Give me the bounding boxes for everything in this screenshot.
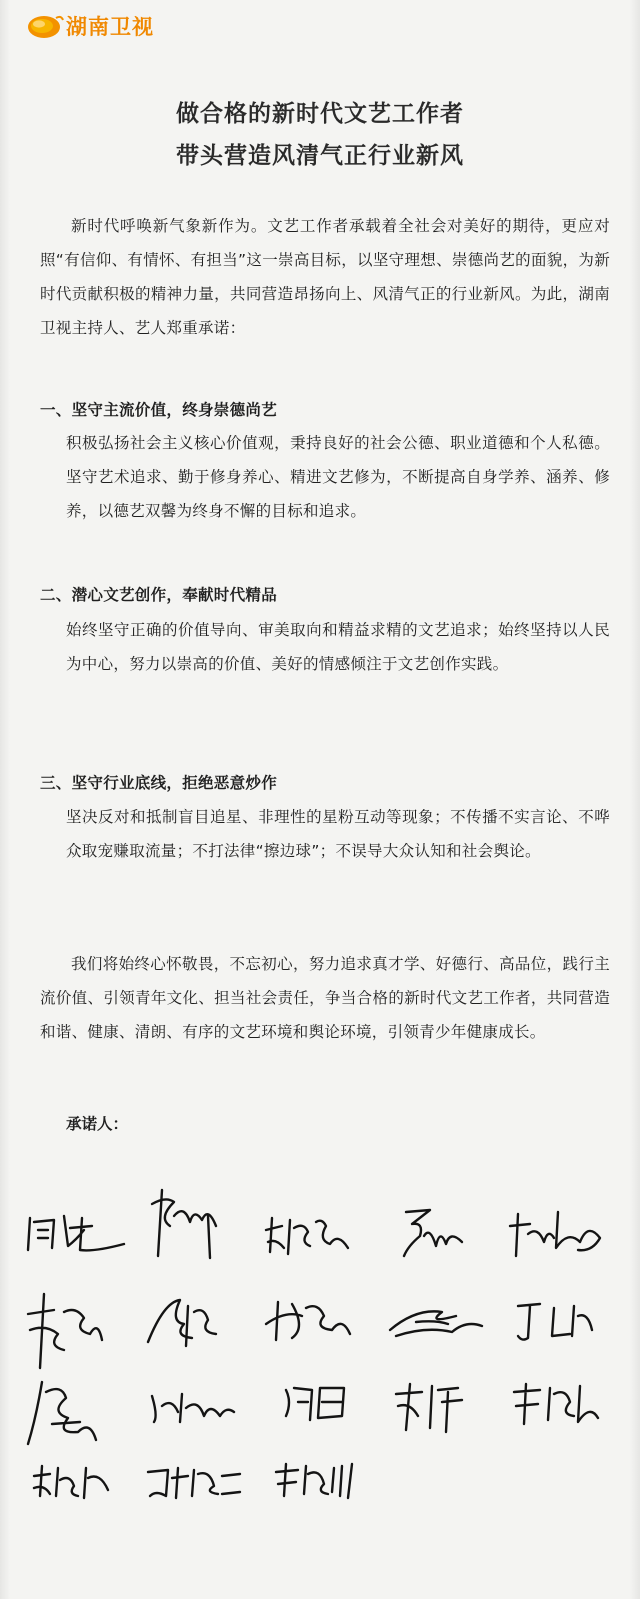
signature-11 [22,1378,100,1452]
signature-7 [144,1292,220,1352]
pledger-label: 承诺人： [66,1115,129,1133]
section-3-body: 坚决反对和抵制盲目追星、非理性的星粉互动等现象；不传播不实言论、不哗众取宠赚取流量；不打法律“擦边球”；不误导大众认知和社会舆论。 [66,808,610,860]
signature-8 [262,1294,354,1346]
signature-3 [264,1212,352,1260]
signature-5 [508,1208,604,1262]
logo-text: 湖南卫视 [66,15,154,39]
signature-4 [400,1206,466,1264]
signature-17 [144,1462,244,1502]
signature-12 [148,1386,238,1428]
closing-paragraph: 我们将始终心怀敬畏，不忘初心，努力追求真才学、好德行、高品位，践行主流价值、引领青年文化、担当社会责任，争当合格的新时代文艺工作者，共同营造和谐、健康、清朗、有序的文艺环境和舆论环境，引领青少年健康成长。 [40,955,610,1041]
signature-13 [280,1382,350,1426]
document-title-line-1: 做合格的新时代文艺工作者 [176,101,464,127]
page-edge-right [630,0,640,1599]
signature-10 [512,1300,596,1344]
signature-15 [510,1380,602,1430]
section-3-heading: 三、坚守行业底线，拒绝恶意炒作 [40,774,278,792]
signature-9 [386,1302,486,1342]
hunan-tv-logo [26,10,154,42]
signature-1 [24,1210,128,1256]
signature-16 [30,1462,114,1502]
section-2-body: 始终坚守正确的价值导向、审美取向和精益求精的文艺追求；始终坚持以人民为中心，努力以崇高的价值、美好的情感倾注于文艺创作实践。 [66,621,610,673]
section-1-body: 积极弘扬社会主义核心价值观，秉持良好的社会公德、职业道德和个人私德。坚守艺术追求、勤于修身养心、精进文艺修为，不断提高自身学养、涵养、修养，以德艺双馨为终身不懈的目标和追求。 [66,434,610,520]
signature-18 [272,1460,362,1500]
section-2-heading: 二、潜心文艺创作，奉献时代精品 [40,586,278,604]
section-1-heading: 一、坚守主流价值，终身崇德尚艺 [40,401,278,419]
signature-2 [148,1186,228,1266]
mango-logo-icon [26,12,64,40]
signature-14 [392,1380,468,1436]
signature-6 [24,1290,104,1370]
document-title-line-2: 带头营造风清气正行业新风 [176,143,464,169]
intro-paragraph: 新时代呼唤新气象新作为。文艺工作者承载着全社会对美好的期待，更应对照“有信仰、有情怀、有担当”这一崇高目标，以坚守理想、崇德尚艺的面貌，为新时代贡献积极的精神力量，共同营造昂扬向上、风清气正的行业新风。为此，湖南卫视主持人、艺人郑重承诺： [40,217,610,337]
page-edge-left [0,0,10,1599]
